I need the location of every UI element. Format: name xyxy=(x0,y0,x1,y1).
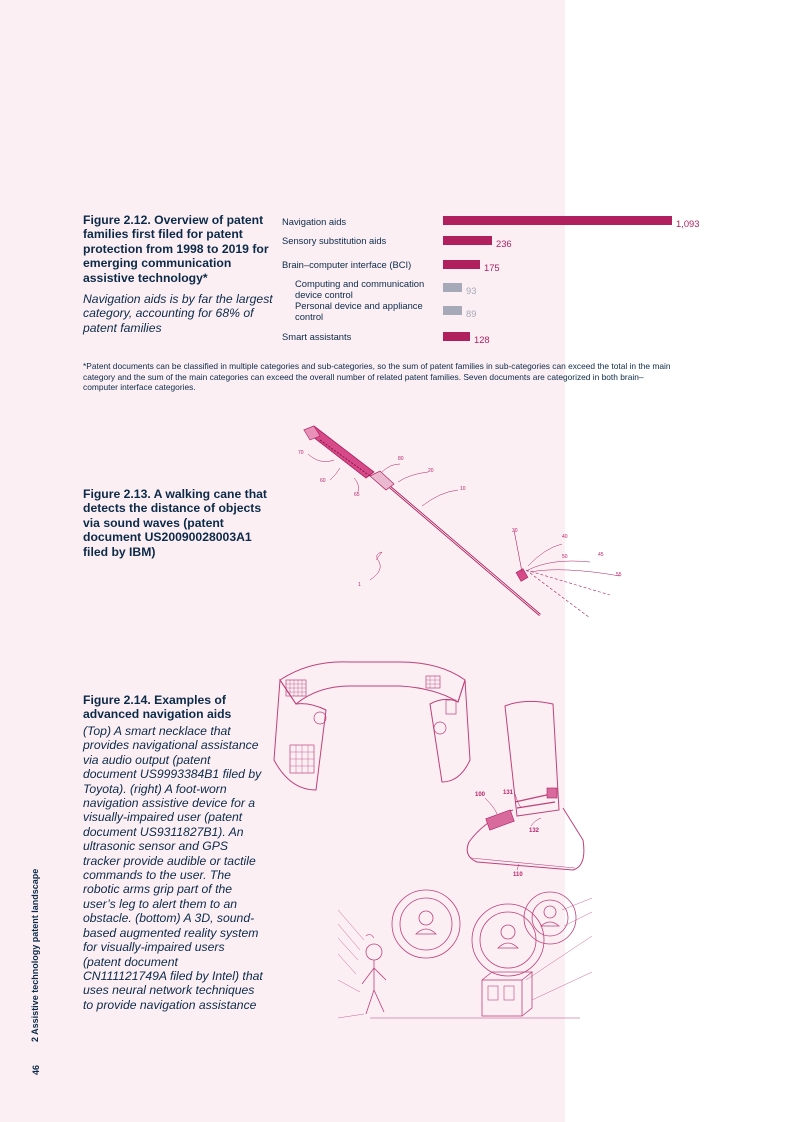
figure-2-12-subtitle: Navigation aids is by far the largest category, accounting for 68% of patent families xyxy=(83,292,273,335)
cane-label-10: 10 xyxy=(460,486,466,492)
bar-label-bci: Brain–computer interface (BCI) xyxy=(282,259,412,270)
shoe-label-131: 131 xyxy=(503,790,514,796)
cane-label-50: 50 xyxy=(562,554,568,560)
cane-label-70: 70 xyxy=(298,450,304,456)
bar-label-navigation-aids: Navigation aids xyxy=(282,216,347,227)
bar-smart-assistants xyxy=(443,332,470,341)
cane-label-40: 40 xyxy=(562,534,568,540)
bar-computing-control xyxy=(443,283,462,292)
cane-label-45: 45 xyxy=(598,552,604,558)
cane-label-20: 20 xyxy=(428,468,434,474)
bar-value-bci: 175 xyxy=(484,262,500,273)
bar-label-appliance-control: Personal device and appliance control xyxy=(295,300,423,322)
bar-label-sensory-substitution: Sensory substitution aids xyxy=(282,235,387,246)
bar-sensory-substitution xyxy=(443,236,492,245)
shoe-label-100: 100 xyxy=(475,792,486,798)
bar-bci xyxy=(443,260,480,269)
bar-label-smart-assistants: Smart assistants xyxy=(282,331,352,342)
figure-2-13-title: Figure 2.13. A walking cane that detects the distance of objects via sound waves (patent document US20090028003A1 filed by IBM) xyxy=(83,487,267,559)
cane-label-80: 80 xyxy=(398,456,404,462)
bar-value-computing-control: 93 xyxy=(466,285,477,296)
figure-2-14-title: Figure 2.14. Examples of advanced navigation aids xyxy=(83,693,232,722)
bar-navigation-aids xyxy=(443,216,672,225)
walking-cane-drawing xyxy=(290,420,650,630)
shoe-label-132: 132 xyxy=(529,828,540,834)
cane-label-65: 65 xyxy=(354,492,360,498)
figure-2-12-footnote: *Patent documents can be classified in multiple categories and sub-categories, so the sum of patent families in sub-categories can exceed the total in the main category and the sum of the main categories can exceed the overall number of related patent families. Seven documents are categorized in both brain–computer interface categories. xyxy=(83,361,671,393)
cane-label-30: 30 xyxy=(512,528,518,534)
bar-label-computing-control: Computing and communication device control xyxy=(295,278,425,300)
bar-value-smart-assistants: 128 xyxy=(474,334,490,345)
foot-worn-device-drawing xyxy=(455,690,595,890)
bar-appliance-control xyxy=(443,306,462,315)
cane-label-60: 60 xyxy=(320,478,326,484)
cane-label-55: 55 xyxy=(616,572,622,578)
smart-necklace-drawing xyxy=(270,640,480,800)
figure-2-14-description: (Top) A smart necklace that provides navigational assistance via audio output (patent document US9993384B1 filed by Toyota). (right) A foot-worn navigation assistive device for a visually-impaired user (patent document US9311827B1). An ultrasonic sensor and GPS tracker provide audible or tactile commands to the user. The robotic arms grip part of the user’s leg to alert them to an obstacle. (bottom) A 3D, sound-based augmented reality system for visually-impaired users (patent document CN111121749A filed by Intel) that uses neural network techniques to provide navigation assistance xyxy=(83,724,263,1012)
bar-value-appliance-control: 89 xyxy=(466,308,477,319)
bar-value-navigation-aids: 1,093 xyxy=(676,218,700,229)
figure-2-12-title: Figure 2.12. Overview of patent families first filed for patent protection from 1998 to 2019 for emerging communication assistive technology* xyxy=(83,213,269,285)
sound-ar-system-drawing xyxy=(330,880,610,1050)
shoe-label-110: 110 xyxy=(513,872,523,878)
page-number: 46 xyxy=(31,1064,41,1075)
section-label: 2 Assistive technology patent landscape xyxy=(30,868,40,1042)
bar-value-sensory-substitution: 236 xyxy=(496,238,512,249)
cane-label-1: 1 xyxy=(358,582,361,588)
